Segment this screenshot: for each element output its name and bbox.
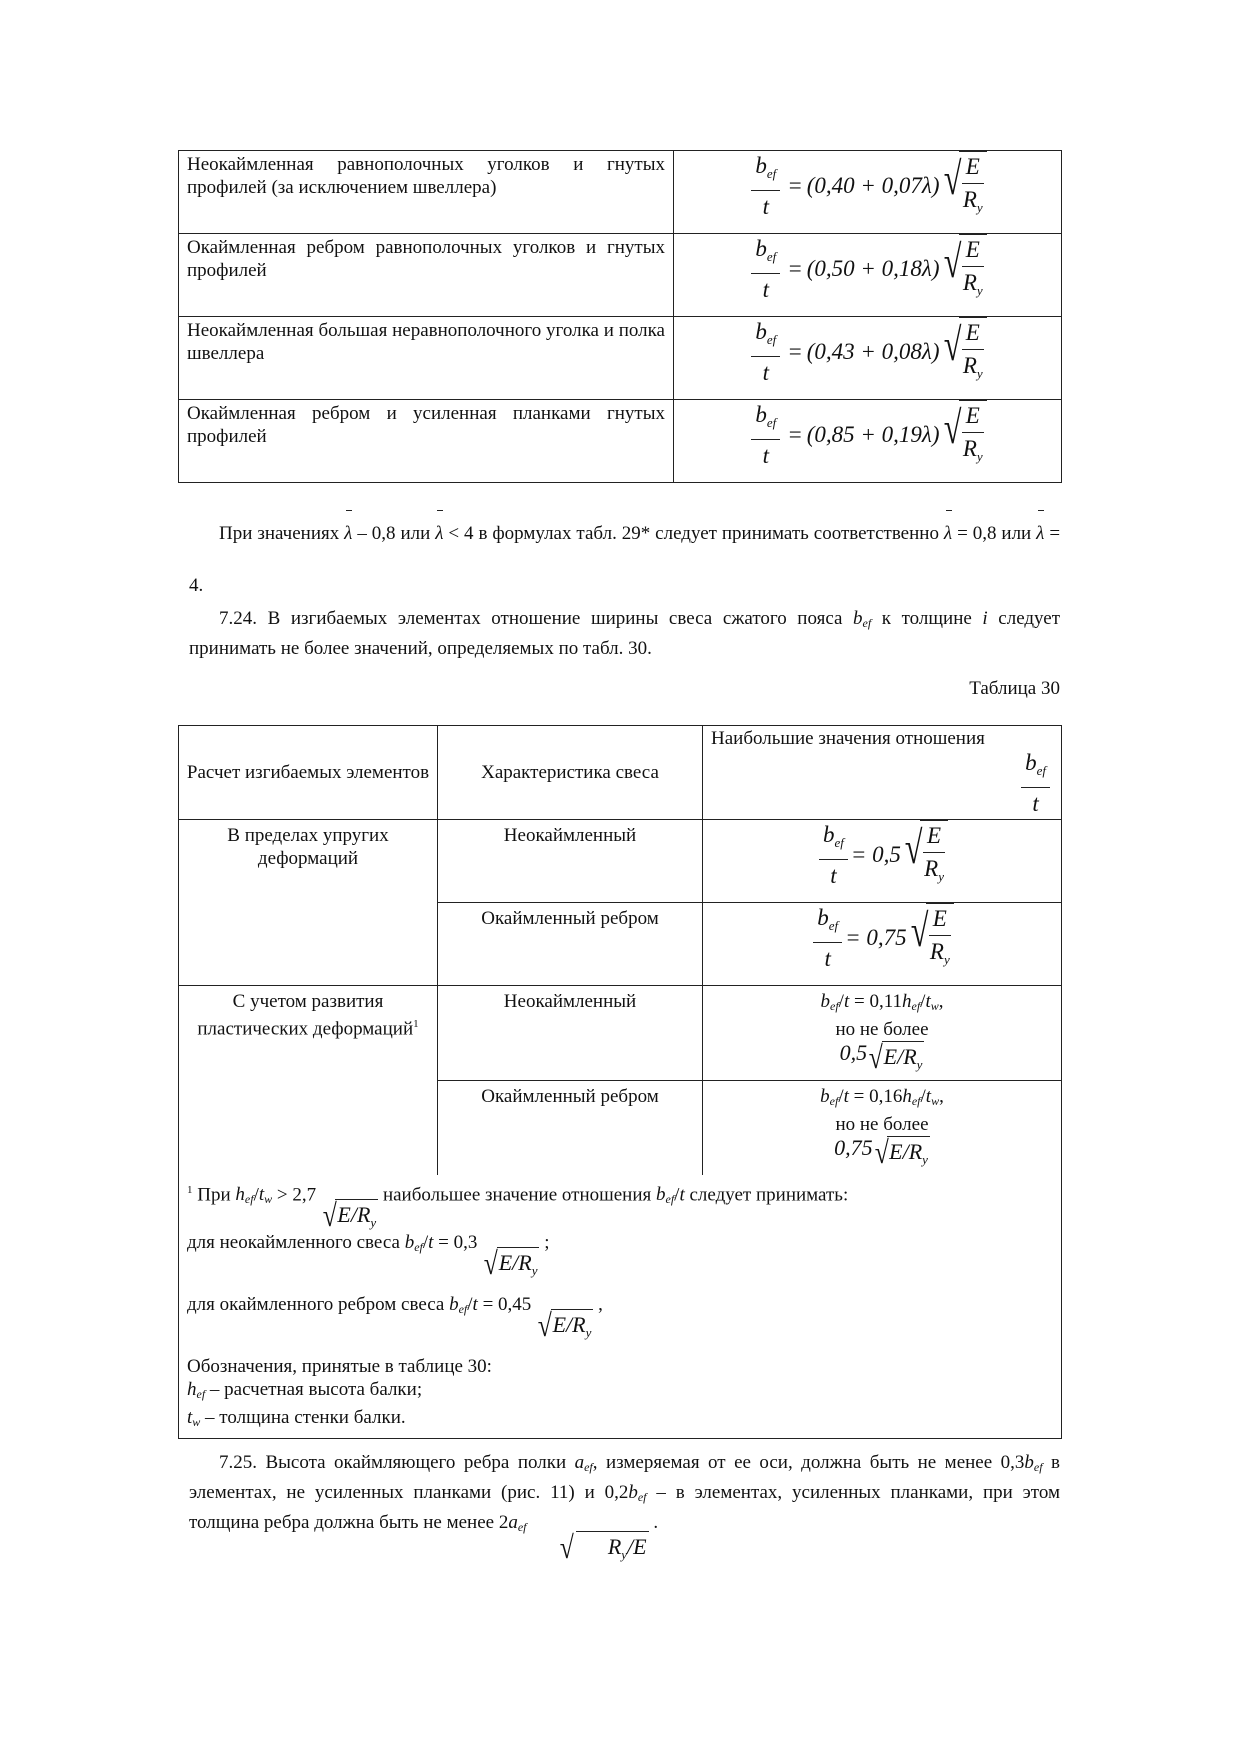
table-30 [178,725,1062,1439]
formula-cell: $\frac{b_{ef}}{t}$ = (0,85 + 0,19λ) √ $\frac{E}{R_y}$ [674,400,1061,470]
text-fragment: 7.25. Высота окаймляющего ребра полки [219,1452,567,1473]
legend-title: Обозначения, принятые в таблице 30: [187,1356,492,1377]
header-calc: Расчет изгибаемых элементов [186,762,430,783]
header-ratio-text: Наибольшие значения отношения [711,728,985,749]
group-elastic: В пределах упругих деформаций [227,825,389,869]
row-label: Окаймленная ребром и усиленная планками гнутых профилей [187,403,665,447]
text-fragment: 0,8 или [972,523,1032,544]
coef-text: (0,40 + 0,07λ) [806,173,940,198]
text-fragment: 7.24. В изгибаемых элементах отношение ширины свеса сжатого пояса [219,608,843,629]
text-fragment: = 4. [189,523,1061,596]
text-fragment: – 0,8 или [357,523,431,544]
lambda-paragraph [189,508,1060,612]
table-row [179,234,1062,317]
row-label: Неокаймленная равнополочных уголков и гнутых профилей (за исключением швеллера) [187,154,665,198]
coef-text: (0,43 + 0,08λ) [806,339,940,364]
text-fragment: < 4 в формулах табл. 29* следует принимать соответственно [448,523,939,544]
text-fragment: , измеряемая от ее оси, должна быть не менее 0,3 [592,1452,1025,1473]
formula-cell: $\frac{b_{ef}}{t}$ = 0,75 √ $\frac{E}{R_y}$ [703,903,1061,973]
formula-cell: bef/t = 0,11hef/tw, но не более 0,5 √ $E/R_y$ [703,986,1061,1080]
table-row [179,820,1062,903]
formula-value: = 0,75 [845,925,907,950]
formula-cell: $\frac{b_{ef}}{t}$ = (0,40 + 0,07λ) √ $\frac{E}{R_y}$ [674,151,1061,221]
char-bordered: Окаймленный ребром [481,908,659,929]
text-fragment: в элементах, не усиленных планками (рис. 11) и 0,2 [189,1452,1061,1503]
text-fragment: к толщине [881,608,972,629]
table-row [179,986,1062,1081]
table-row [179,400,1062,483]
footnote-row [179,1175,1062,1439]
table-row [179,317,1062,400]
clause-7-24: 7.24. В изгибаемых элементах отношение ширины свеса сжатого пояса bef к толщине i следует принимать не более значений, определяемых по табл. 30. [189,608,1061,659]
lambda-symbol: λ [344,508,352,560]
coef-text: (0,85 + 0,19λ) [806,422,940,447]
text-fragment: i [982,608,988,629]
header-ratio: Наибольшие значения отношения $\frac{b_{ef}}{t}$ [703,726,1061,819]
formula-cell: $\frac{b_{ef}}{t}$ = 0,5 √ $\frac{E}{R_y}$ [703,820,1061,890]
footnote: $^1$ При hef/tw > 2,7 √ $E/R_y$ наибольшее значение отношения bef/t следует принимать: для неокаймленного свеса bef/t = 0,3 √ $E/R_y$ ; для окаймленного ребром свеса bef/t = 0,45 √ $E/R_y$ , Обозначения, принятые в таблице 30: hef – расчетная высота балки; tw – толщина стенки балки. [179,1175,1061,1438]
clause-7-25: 7.25. Высота окаймляющего ребра полки aef, измеряемая от ее оси, должна быть не менее 0,3bef в элементах, не усиленных планками (рис. 11) и 0,2bef – в элементах, усиленных планками, при этом толщина ребра должна быть не менее 2aef √ $R_y/E$ . [189,1450,1060,1570]
formula-value: = 0,5 [850,842,901,867]
text-fragment: При значениях [219,523,340,544]
coef-text: (0,50 + 0,18λ) [806,256,940,281]
lambda-symbol: λ [944,508,952,560]
legend-item: hef – расчетная высота балки; [187,1379,423,1401]
lambda-symbol: λ [1036,508,1044,560]
group-plastic: С учетом развития пластических деформаций$^1$ [197,991,419,1040]
char-unbordered: Неокаймленный [503,991,637,1012]
table-row [179,151,1062,234]
text-fragment: – в элементах, усиленных планками, при этом толщина ребра должна быть не менее 2 [189,1482,1061,1533]
table-30-title: Таблица 30 [969,678,1060,699]
formula-cell: $\frac{b_{ef}}{t}$ = (0,50 + 0,18λ) √ $\frac{E}{R_y}$ [674,234,1061,304]
row-label: Окаймленная ребром равнополочных уголков и гнутых профилей [187,237,665,281]
formula-cell: $\frac{b_{ef}}{t}$ = (0,43 + 0,08λ) √ $\frac{E}{R_y}$ [674,317,1061,387]
header-characteristic: Характеристика свеса [481,762,659,783]
formula-cell: bef/t = 0,16hef/tw, но не более 0,75 √ $E/R_y$ [703,1081,1061,1175]
lambda-symbol: λ [435,508,443,560]
text-fragment: следует принимать не более значений, определяемых по табл. 30. [189,608,1061,659]
text-fragment: = [957,523,968,544]
table-header-row [179,726,1062,820]
char-bordered: Окаймленный ребром [481,1086,659,1107]
table-29 [178,150,1062,483]
char-unbordered: Неокаймленный [503,825,637,846]
row-label: Неокаймленная большая неравнополочного уголка и полка швеллера [187,320,665,364]
legend-item: tw – толщина стенки балки. [187,1407,406,1429]
